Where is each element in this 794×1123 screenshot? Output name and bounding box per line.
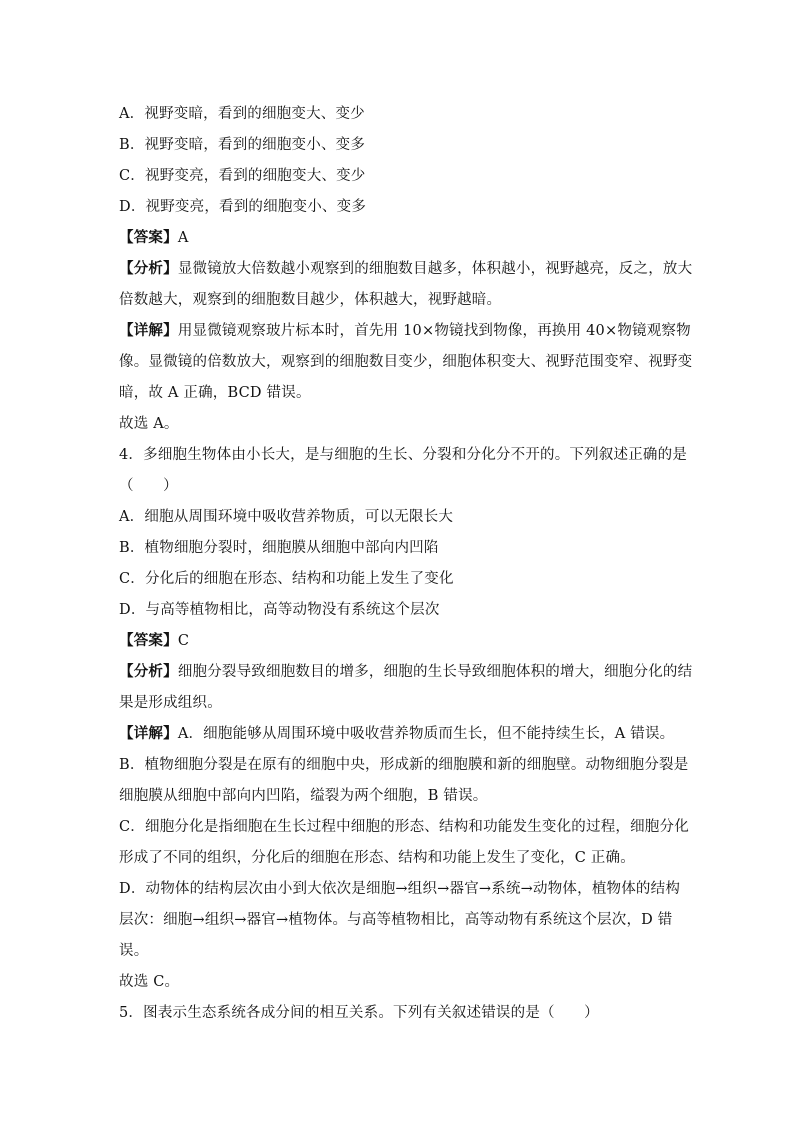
analysis-tag: 【分析】 [119, 663, 178, 680]
answer-value: C [177, 633, 190, 649]
q4-option-a: A．细胞从周围环境中吸收营养物质，可以无限长大 [119, 509, 454, 525]
q4-detail-line-8: 误。 [119, 943, 149, 959]
analysis-text: 细胞分裂导致细胞数目的增多，细胞的生长导致细胞体积的增大，细胞分化的结 [177, 664, 693, 680]
q3-detail-line-1 [119, 321, 691, 341]
answer-value: A [177, 230, 189, 246]
q4-option-d: D．与高等植物相比，高等动物没有系统这个层次 [119, 602, 440, 618]
q4-conclusion: 故选 C。 [119, 974, 180, 990]
q3-option-c: C．视野变亮，看到的细胞变大、变少 [119, 168, 366, 184]
answer-tag: 【答案】 [119, 632, 178, 649]
q4-option-c: C．分化后的细胞在形态、结构和功能上发生了变化 [119, 571, 454, 587]
q4-analysis-line-2: 果是形成组织。 [119, 695, 222, 711]
q3-conclusion: 故选 A。 [119, 416, 179, 432]
q4-option-b: B．植物细胞分裂时，细胞膜从细胞中部向内凹陷 [119, 540, 439, 556]
q4-answer [119, 631, 679, 651]
detail-tag: 【详解】 [119, 725, 178, 742]
q3-detail-line-3: 暗，故 A 正确，BCD 错误。 [119, 385, 311, 401]
q4-detail-line-7: 层次：细胞→组织→器官→植物体。与高等植物相比，高等动物有系统这个层次，D 错 [119, 912, 673, 928]
q3-option-d: D．视野变亮，看到的细胞变小、变多 [119, 199, 367, 215]
q4-detail-line-5: 形成了不同的组织，分化后的细胞在形态、结构和功能上发生了变化，C 正确。 [119, 850, 635, 866]
q4-stem-line-2: （ ） [119, 478, 178, 494]
q4-detail-line-6: D．动物体的结构层次由小到大依次是细胞→组织→器官→系统→动物体，植物体的结构 [119, 881, 681, 897]
detail-text: A．细胞能够从周围环境中吸收营养物质而生长，但不能持续生长，A 错误。 [177, 726, 675, 742]
answer-tag: 【答案】 [119, 229, 178, 246]
analysis-tag: 【分析】 [119, 260, 178, 277]
q4-analysis-line-1 [119, 662, 693, 682]
q3-analysis-line-2: 倍数越大，观察到的细胞数目越少，体积越大，视野越暗。 [119, 292, 502, 308]
detail-text: 用显微镜观察玻片标本时，首先用 10×物镜找到物像，再换用 40×物镜观察物 [177, 323, 691, 339]
q3-analysis-line-1 [119, 259, 693, 279]
q3-option-a: A．视野变暗，看到的细胞变大、变少 [119, 106, 365, 122]
q3-option-b: B．视野变暗，看到的细胞变小、变多 [119, 137, 366, 153]
q4-detail-line-1 [119, 724, 679, 744]
q4-stem-line-1: 4．多细胞生物体由小长大，是与细胞的生长、分裂和分化分不开的。下列叙述正确的是 [119, 447, 688, 463]
q4-detail-line-3: 细胞膜从细胞中部向内凹陷，缢裂为两个细胞，B 错误。 [119, 788, 488, 804]
analysis-text: 显微镜放大倍数越小观察到的细胞数目越多，体积越小，视野越亮，反之，放大 [177, 261, 693, 277]
q3-answer [119, 228, 679, 248]
q4-detail-line-4: C．细胞分化是指细胞在生长过程中细胞的形态、结构和功能发生变化的过程，细胞分化 [119, 819, 689, 835]
q3-detail-line-2: 像。显微镜的倍数放大，观察到的细胞数目变少，细胞体积变大、视野范围变窄、视野变 [119, 354, 693, 370]
detail-tag: 【详解】 [119, 322, 178, 339]
q4-detail-line-2: B．植物细胞分裂是在原有的细胞中央，形成新的细胞膜和新的细胞壁。动物细胞分裂是 [119, 757, 689, 773]
q5-stem: 5．图表示生态系统各成分间的相互关系。下列有关叙述错误的是（ ） [119, 1005, 599, 1021]
